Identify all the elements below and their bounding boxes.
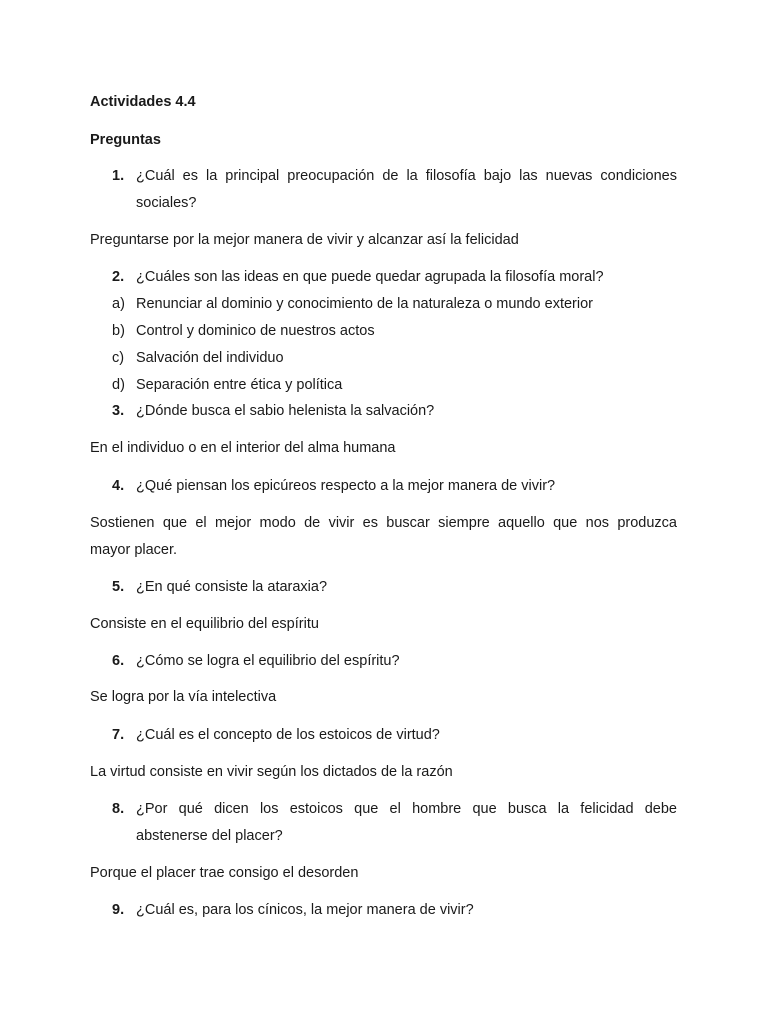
question-4-number: 4. xyxy=(112,478,125,494)
question-9-text: ¿Cuál es, para los cínicos, la mejor manera de vivir? xyxy=(136,902,474,918)
list-item-d-marker: d) xyxy=(112,377,125,393)
list-item-b-marker: b) xyxy=(112,323,125,339)
question-2-text: ¿Cuáles son las ideas en que puede quedar agrupada la filosofía moral? xyxy=(136,269,604,285)
document-title: Actividades 4.4 xyxy=(90,94,196,110)
answer-4-line-2: mayor placer. xyxy=(90,542,178,558)
question-3-number: 3. xyxy=(112,403,125,419)
question-8-number: 8. xyxy=(112,801,125,817)
question-7-number: 7. xyxy=(112,727,125,743)
answer-5: Consiste en el equilibrio del espíritu xyxy=(90,616,319,632)
question-6-number: 6. xyxy=(112,653,125,669)
question-8-line-1: ¿Por qué dicen los estoicos que el hombre que busca la felicidad debe xyxy=(136,801,677,817)
list-item-b-text: Control y dominico de nuestros actos xyxy=(136,323,375,339)
answer-3: En el individuo o en el interior del alma humana xyxy=(90,440,396,456)
list-item-a-text: Renunciar al dominio y conocimiento de la naturaleza o mundo exterior xyxy=(136,296,594,312)
question-1-number: 1. xyxy=(112,168,125,184)
question-1-line-1: ¿Cuál es la principal preocupación de la filosofía bajo las nuevas condiciones xyxy=(136,168,677,184)
question-2-number: 2. xyxy=(112,269,125,285)
answer-1: Preguntarse por la mejor manera de vivir y alcanzar así la felicidad xyxy=(90,232,519,248)
answer-7: La virtud consiste en vivir según los dictados de la razón xyxy=(90,764,453,780)
question-4-text: ¿Qué piensan los epicúreos respecto a la mejor manera de vivir? xyxy=(136,478,556,494)
list-item-d-text: Separación entre ética y política xyxy=(136,377,343,393)
list-item-a-marker: a) xyxy=(112,296,125,312)
section-heading: Preguntas xyxy=(90,132,161,148)
answer-6: Se logra por la vía intelectiva xyxy=(90,689,277,705)
question-8-line-2: abstenerse del placer? xyxy=(136,828,283,844)
list-item-c-text: Salvación del individuo xyxy=(136,350,284,366)
answer-4-line-1: Sostienen que el mejor modo de vivir es buscar siempre aquello que nos produzca xyxy=(90,515,677,531)
question-6-text: ¿Cómo se logra el equilibrio del espíritu? xyxy=(136,653,400,669)
question-5-text: ¿En qué consiste la ataraxia? xyxy=(136,579,328,595)
question-1-line-2: sociales? xyxy=(136,195,197,211)
question-7-text: ¿Cuál es el concepto de los estoicos de virtud? xyxy=(136,727,440,743)
question-5-number: 5. xyxy=(112,579,125,595)
answer-8: Porque el placer trae consigo el desorden xyxy=(90,865,359,881)
list-item-c-marker: c) xyxy=(112,350,125,366)
question-9-number: 9. xyxy=(112,902,125,918)
question-3-text: ¿Dónde busca el sabio helenista la salvación? xyxy=(136,403,435,419)
